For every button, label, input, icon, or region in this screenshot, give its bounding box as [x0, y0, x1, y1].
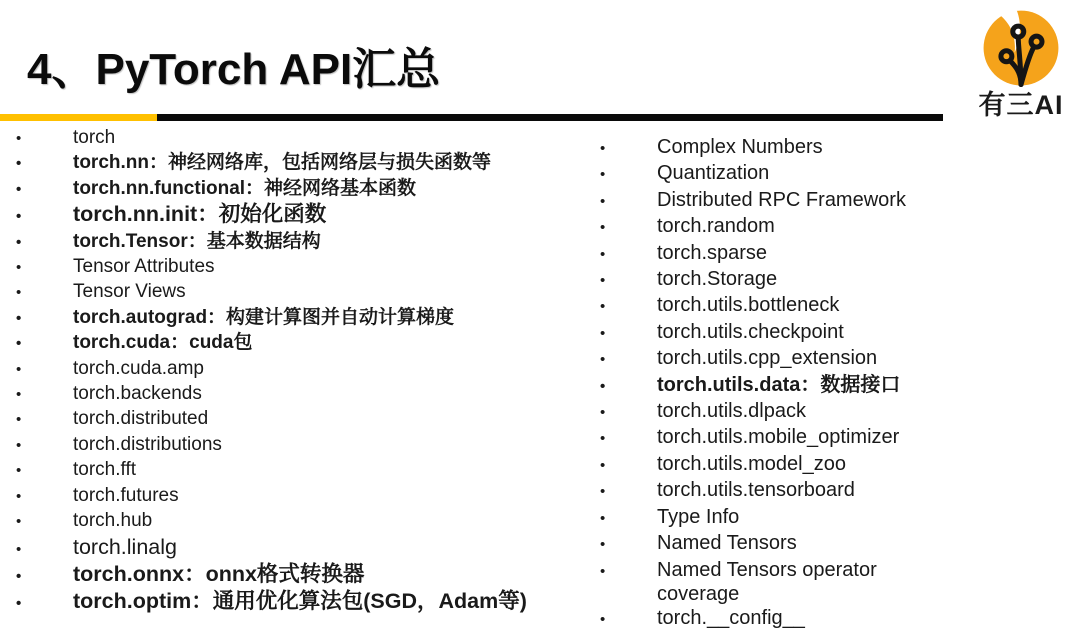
bullet-icon: • — [600, 377, 606, 395]
bullet-icon: • — [600, 483, 606, 501]
bullet-icon: • — [600, 509, 606, 527]
list-item-text: Named Tensors — [657, 532, 797, 555]
list-item-text: torch.distributed — [73, 408, 209, 430]
bullet-icon: • — [16, 130, 22, 147]
list-item — [600, 399, 1000, 425]
list-item-text: torch.Tensor：基本数据结构 — [73, 230, 321, 252]
list-item — [600, 606, 1000, 632]
bullet-icon: • — [16, 487, 22, 505]
list-item-text: torch.nn.functional：神经网络基本函数 — [73, 177, 417, 199]
bullet-icon: • — [600, 272, 606, 290]
list-item-text: Complex Numbers — [657, 136, 823, 158]
list-item-text: torch.hub — [73, 510, 153, 532]
bullet-icon: • — [16, 540, 22, 558]
list-item — [16, 484, 576, 509]
list-item — [16, 509, 576, 534]
list-item — [600, 320, 1000, 346]
list-item-text: torch.linalg — [73, 534, 177, 559]
list-item — [600, 293, 1000, 319]
bullet-icon: • — [16, 513, 22, 531]
list-item-text: Type Info — [657, 505, 740, 528]
bullet-icon: • — [16, 360, 22, 378]
list-item — [600, 135, 1000, 161]
list-item-text: torch.cuda.amp — [73, 357, 204, 379]
list-item-text: torch.distributions — [73, 433, 222, 455]
list-item-text: torch.Storage — [657, 268, 778, 291]
list-item-text: torch.nn：神经网络库，包括网络层与损失函数等 — [73, 152, 491, 174]
list-item — [16, 357, 576, 382]
list-item — [16, 177, 576, 202]
bullet-icon: • — [600, 166, 606, 184]
list-item-text: torch.utils.cpp_extension — [657, 347, 878, 370]
bullet-icon: • — [600, 351, 606, 369]
list-item-text: torch.utils.tensorboard — [657, 479, 855, 502]
list-item — [600, 425, 1000, 451]
list-item-text: torch.utils.mobile_optimizer — [657, 426, 900, 449]
list-item-text: torch.optim：通用优化算法包(SGD，Adam等) — [73, 589, 527, 614]
sprout-circuit-icon — [975, 6, 1067, 90]
list-item — [16, 151, 576, 176]
list-item-text: torch.nn.init：初始化函数 — [73, 202, 327, 227]
list-item — [600, 558, 1000, 607]
bullet-icon: • — [16, 208, 22, 226]
list-item — [600, 346, 1000, 372]
bullet-icon: • — [600, 456, 606, 474]
bullet-icon: • — [16, 462, 22, 480]
list-item-text: torch.autograd：构建计算图并自动计算梯度 — [73, 306, 455, 328]
list-item-text: torch.futures — [73, 484, 179, 506]
list-item-text: torch.cuda：cuda包 — [73, 332, 253, 354]
list-item-text: torch.backends — [73, 383, 202, 405]
list-item — [16, 280, 576, 305]
brand-logo — [970, 6, 1072, 119]
bullet-icon: • — [600, 219, 606, 237]
list-item-text: torch.onnx：onnx格式转换器 — [73, 561, 365, 586]
bullet-icon: • — [16, 180, 22, 198]
bullet-icon: • — [16, 233, 22, 251]
list-item — [600, 214, 1000, 240]
bullet-icon: • — [16, 411, 22, 429]
list-item — [16, 202, 576, 229]
bullet-icon: • — [600, 298, 606, 316]
underline-accent-segment — [0, 114, 157, 121]
list-item — [600, 373, 1000, 399]
list-item — [16, 331, 576, 356]
list-item — [16, 126, 576, 151]
bullet-icon: • — [16, 155, 22, 173]
underline-main-segment — [157, 114, 943, 121]
list-item — [600, 531, 1000, 557]
list-item — [600, 241, 1000, 267]
list-item — [16, 458, 576, 483]
brand-name: 有三AI — [978, 90, 1064, 120]
bullet-icon: • — [600, 536, 606, 554]
list-item-text: torch — [73, 127, 116, 148]
list-item — [600, 452, 1000, 478]
list-item-text: torch.sparse — [657, 241, 768, 264]
list-item — [600, 505, 1000, 531]
list-item-text: torch.fft — [73, 459, 137, 481]
list-item — [16, 382, 576, 407]
api-list-left — [16, 126, 576, 617]
list-item-text: torch.__config__ — [657, 607, 805, 630]
bullet-icon: • — [16, 436, 22, 454]
list-item — [16, 535, 576, 562]
bullet-icon: • — [600, 430, 606, 448]
list-item-text: Tensor Views — [73, 281, 186, 303]
list-item-text: torch.random — [657, 215, 775, 238]
list-item-text: torch.utils.checkpoint — [657, 320, 844, 343]
bullet-icon: • — [16, 595, 22, 613]
list-item — [16, 562, 576, 589]
list-item — [16, 306, 576, 331]
bullet-icon: • — [600, 245, 606, 263]
bullet-icon: • — [16, 284, 22, 302]
title-underline — [0, 114, 943, 121]
bullet-icon: • — [600, 192, 606, 210]
list-item — [16, 433, 576, 458]
bullet-icon: • — [600, 140, 606, 157]
bullet-icon: • — [600, 404, 606, 422]
list-item — [600, 188, 1000, 214]
list-item-text: torch.utils.data：数据接口 — [657, 373, 901, 396]
list-item-text: Named Tensors operator coverage — [657, 558, 877, 605]
api-list-right — [600, 135, 1000, 633]
list-item — [600, 267, 1000, 293]
page-title: 4、PyTorch API汇总 — [27, 45, 441, 94]
list-item — [16, 589, 576, 616]
list-item-text: Quantization — [657, 162, 770, 185]
bullet-icon: • — [600, 562, 606, 580]
list-item-text: torch.utils.model_zoo — [657, 452, 846, 475]
list-item — [16, 230, 576, 255]
list-item-text: Tensor Attributes — [73, 256, 215, 278]
bullet-icon: • — [16, 386, 22, 404]
list-item — [16, 407, 576, 432]
bullet-icon: • — [16, 335, 22, 353]
bullet-icon: • — [16, 567, 22, 585]
bullet-icon: • — [16, 259, 22, 277]
list-item-text: Distributed RPC Framework — [657, 188, 906, 211]
list-item-text: torch.utils.dlpack — [657, 400, 806, 423]
list-item — [600, 161, 1000, 187]
list-item — [600, 478, 1000, 504]
bullet-icon: • — [16, 309, 22, 327]
bullet-icon: • — [600, 324, 606, 342]
list-item — [16, 255, 576, 280]
bullet-icon: • — [600, 611, 606, 629]
list-item-text: torch.utils.bottleneck — [657, 294, 840, 317]
